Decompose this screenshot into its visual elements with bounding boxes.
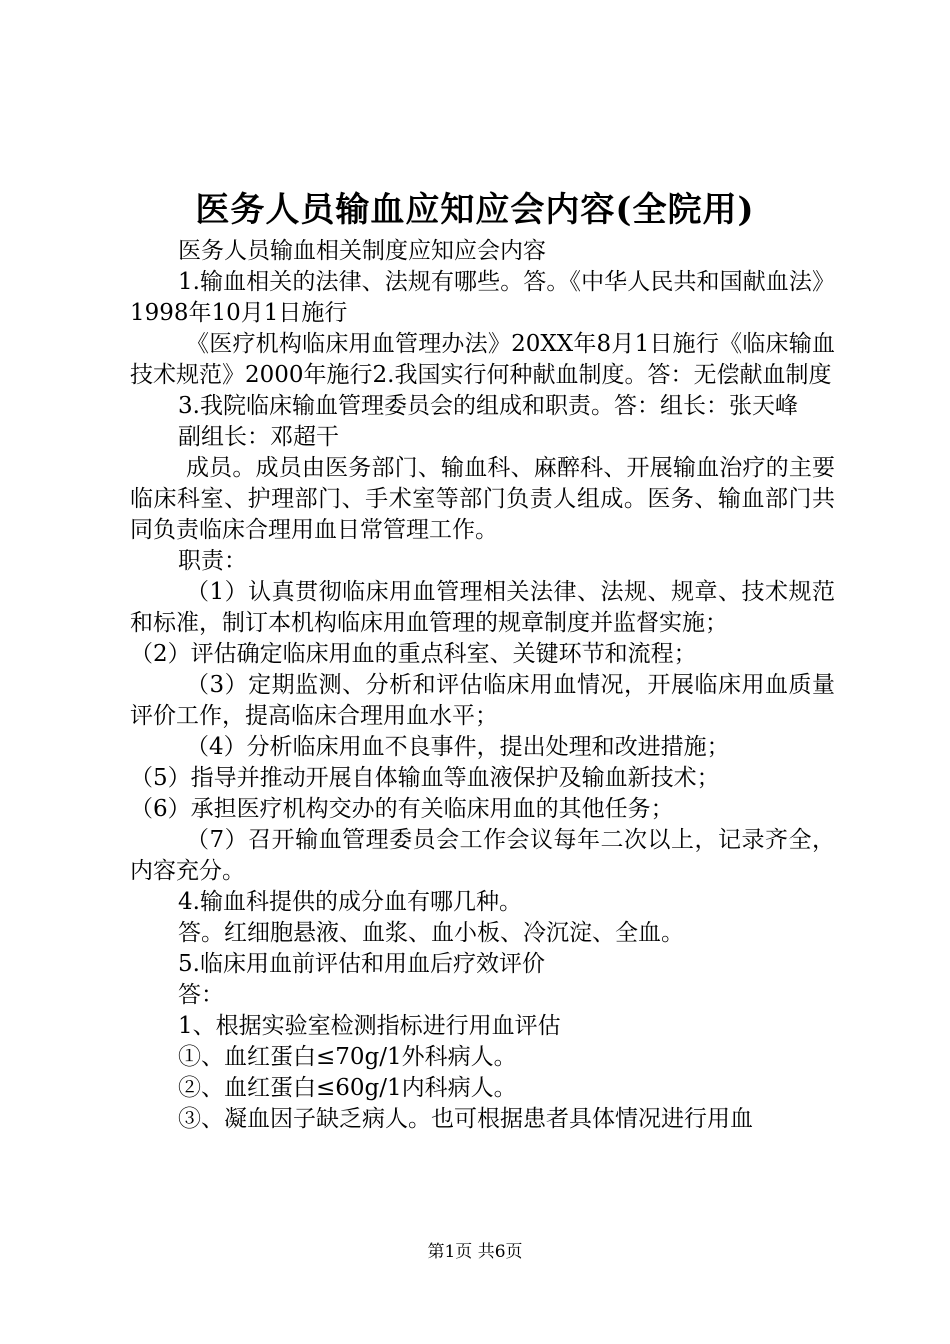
paragraph: ②、血红蛋白≤60g/1内科病人。 (178, 1075, 517, 1101)
paragraph: 《医疗机构临床用血管理办法》20XX年8月1日施行《临床输血技术规范》2000年施行2.我国实行何种献血制度。答：无偿献血制度 (130, 331, 835, 388)
paragraph: 1、根据实验室检测指标进行用血评估 (178, 1013, 561, 1039)
paragraph: 3.我院临床输血管理委员会的组成和职责。答：组长：张天峰 (178, 393, 798, 419)
paragraph: 答。红细胞悬液、血浆、血小板、冷沉淀、全血。 (178, 920, 684, 946)
paragraph: 医务人员输血相关制度应知应会内容 (178, 238, 546, 264)
document-body (130, 236, 835, 1135)
paragraph: 1.输血相关的法律、法规有哪些。答。《中华人民共和国献血法》1998年10月1日施行 (130, 269, 835, 326)
paragraph: （4）分析临床用血不良事件，提出处理和改进措施； (186, 734, 730, 760)
paragraph: 4.输血科提供的成分血有哪几种。 (178, 889, 522, 915)
paragraph: （2）评估确定临床用血的重点科室、关键环节和流程； (130, 641, 697, 667)
paragraph: （7）召开输血管理委员会工作会议每年二次以上，记录齐全，内容充分。 (130, 827, 835, 884)
paragraph: ③、凝血因子缺乏病人。也可根据患者具体情况进行用血 (178, 1106, 753, 1132)
paragraph: 答： (178, 982, 224, 1008)
document-title: 医务人员输血应知应会内容(全院用) (195, 190, 755, 230)
page-footer: 第1页 共6页 (427, 1242, 523, 1262)
paragraph: 职责： (178, 548, 247, 574)
paragraph: （6）承担医疗机构交办的有关临床用血的其他任务； (130, 796, 674, 822)
paragraph: 副组长：邓超干 (178, 424, 339, 450)
paragraph: 5.临床用血前评估和用血后疗效评价 (178, 951, 545, 977)
paragraph: ①、血红蛋白≤70g/1外科病人。 (178, 1044, 517, 1070)
paragraph: （3）定期监测、分析和评估临床用血情况，开展临床用血质量评价工作，提高临床合理用血水平； (130, 672, 835, 729)
paragraph: （1）认真贯彻临床用血管理相关法律、法规、规章、技术规范和标准，制订本机构临床用血管理的规章制度并监督实施； (130, 579, 835, 636)
paragraph: 成员。成员由医务部门、输血科、麻醉科、开展输血治疗的主要临床科室、护理部门、手术室等部门负责人组成。医务、输血部门共同负责临床合理用血日常管理工作。 (130, 455, 835, 543)
paragraph: （5）指导并推动开展自体输血等血液保护及输血新技术； (130, 765, 720, 791)
